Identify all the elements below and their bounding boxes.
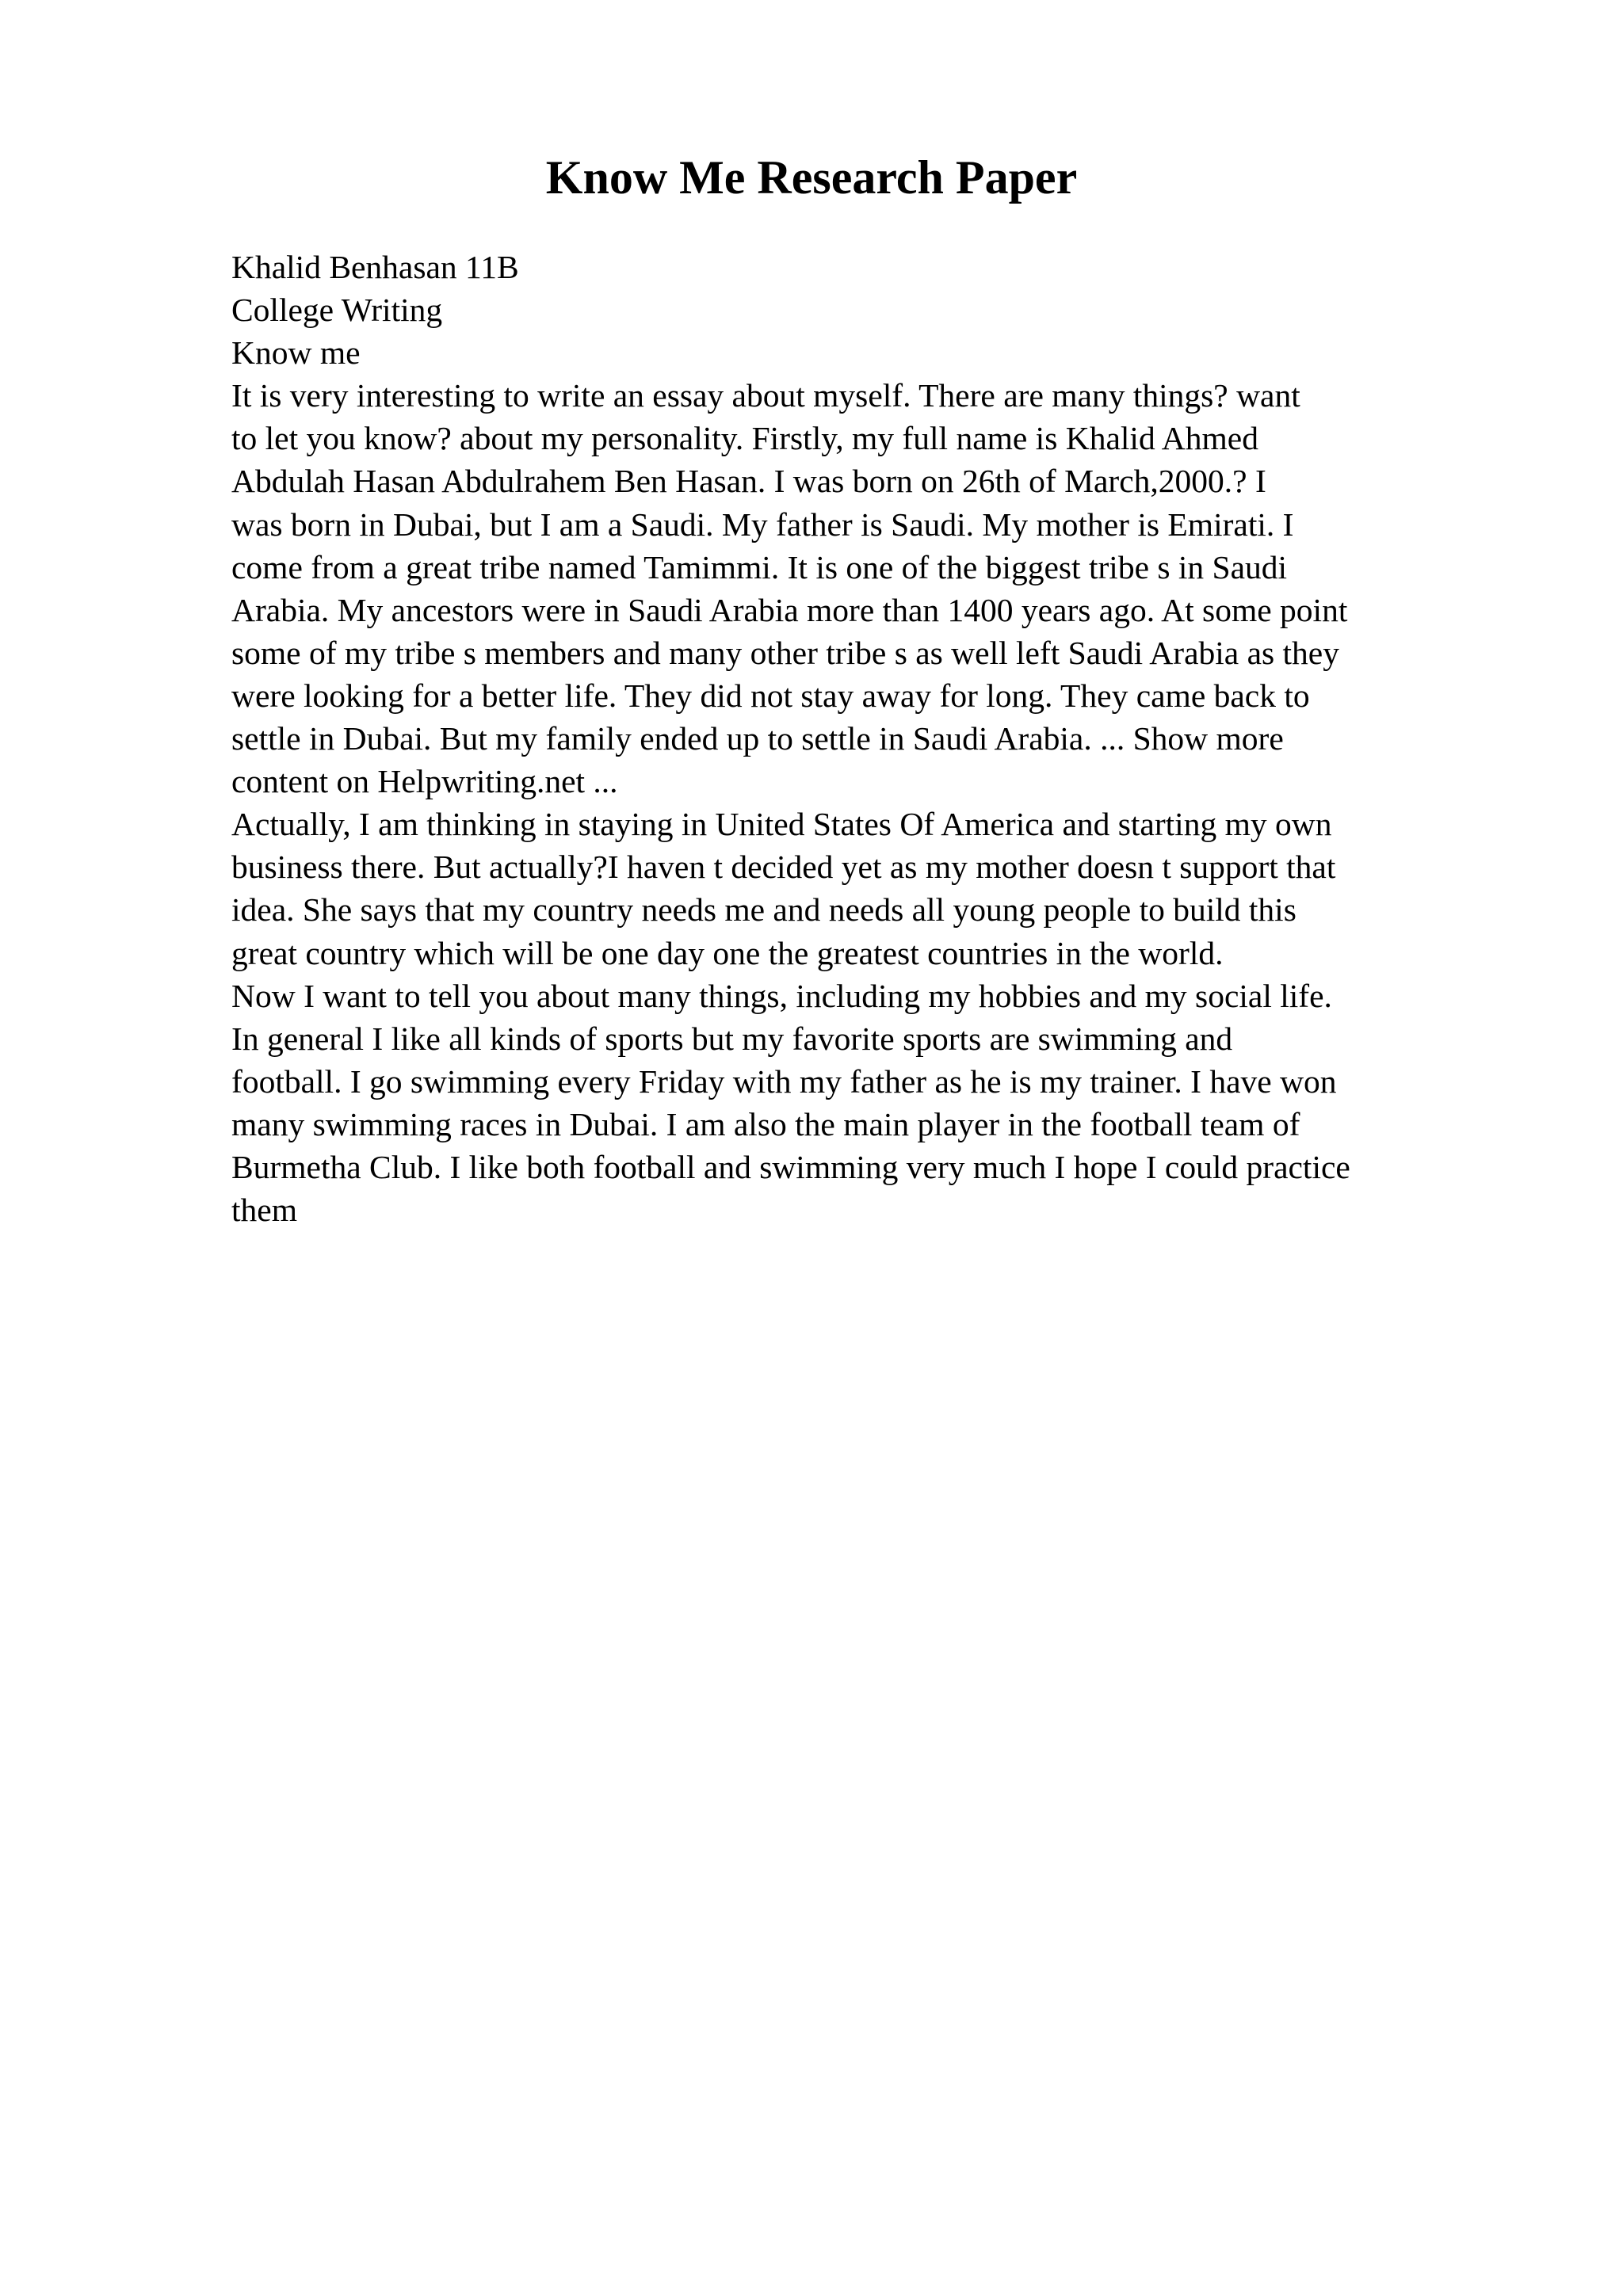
body-line: great country which will be one day one the greatest countries in the world. (231, 934, 1224, 971)
body-line: to let you know? about my personality. Firstly, my full name is Khalid Ahmed (231, 420, 1258, 457)
body-line: were looking for a better life. They did not stay away for long. They came back to (231, 677, 1310, 714)
document-title: Know Me Research Paper (545, 151, 1078, 204)
essay-heading-line: Know me (231, 334, 361, 372)
body-line: football. I go swimming every Friday with my father as he is my trainer. I have won (231, 1062, 1337, 1100)
body-line: Burmetha Club. I like both football and swimming very much I hope I could practice (231, 1148, 1350, 1185)
body-line: Actually, I am thinking in staying in United States Of America and starting my own (231, 806, 1332, 843)
body-line: idea. She says that my country needs me and needs all young people to build this (231, 891, 1296, 929)
body-line: content on Helpwriting.net ... (231, 763, 618, 800)
body-line: some of my tribe s members and many other tribe s as well left Saudi Arabia as they (231, 634, 1339, 671)
body-line: settle in Dubai. But my family ended up to settle in Saudi Arabia. ... Show more (231, 720, 1284, 757)
body-line: them (231, 1192, 297, 1229)
course-line: College Writing (231, 292, 443, 329)
body-line: Arabia. My ancestors were in Saudi Arabia more than 1400 years ago. At some point (231, 591, 1348, 628)
body-line: was born in Dubai, but I am a Saudi. My father is Saudi. My mother is Emirati. I (231, 505, 1294, 543)
body-line: many swimming races in Dubai. I am also the main player in the football team of (231, 1105, 1300, 1142)
body-line: Abdulah Hasan Abdulrahem Ben Hasan. I was born on 26th of March,2000.? I (231, 463, 1266, 500)
body-line: come from a great tribe named Tamimmi. It is one of the biggest tribe s in Saudi (231, 548, 1288, 585)
body-line: It is very interesting to write an essay about myself. There are many things? want (231, 377, 1300, 414)
body-line: In general I like all kinds of sports but my favorite sports are swimming and (231, 1020, 1233, 1057)
body-line: Now I want to tell you about many things, including my hobbies and my social life. (231, 977, 1332, 1014)
author-line: Khalid Benhasan 11B (231, 249, 519, 285)
body-line: business there. But actually?I haven t decided yet as my mother doesn t support that (231, 849, 1336, 886)
document-body (231, 246, 1499, 1231)
